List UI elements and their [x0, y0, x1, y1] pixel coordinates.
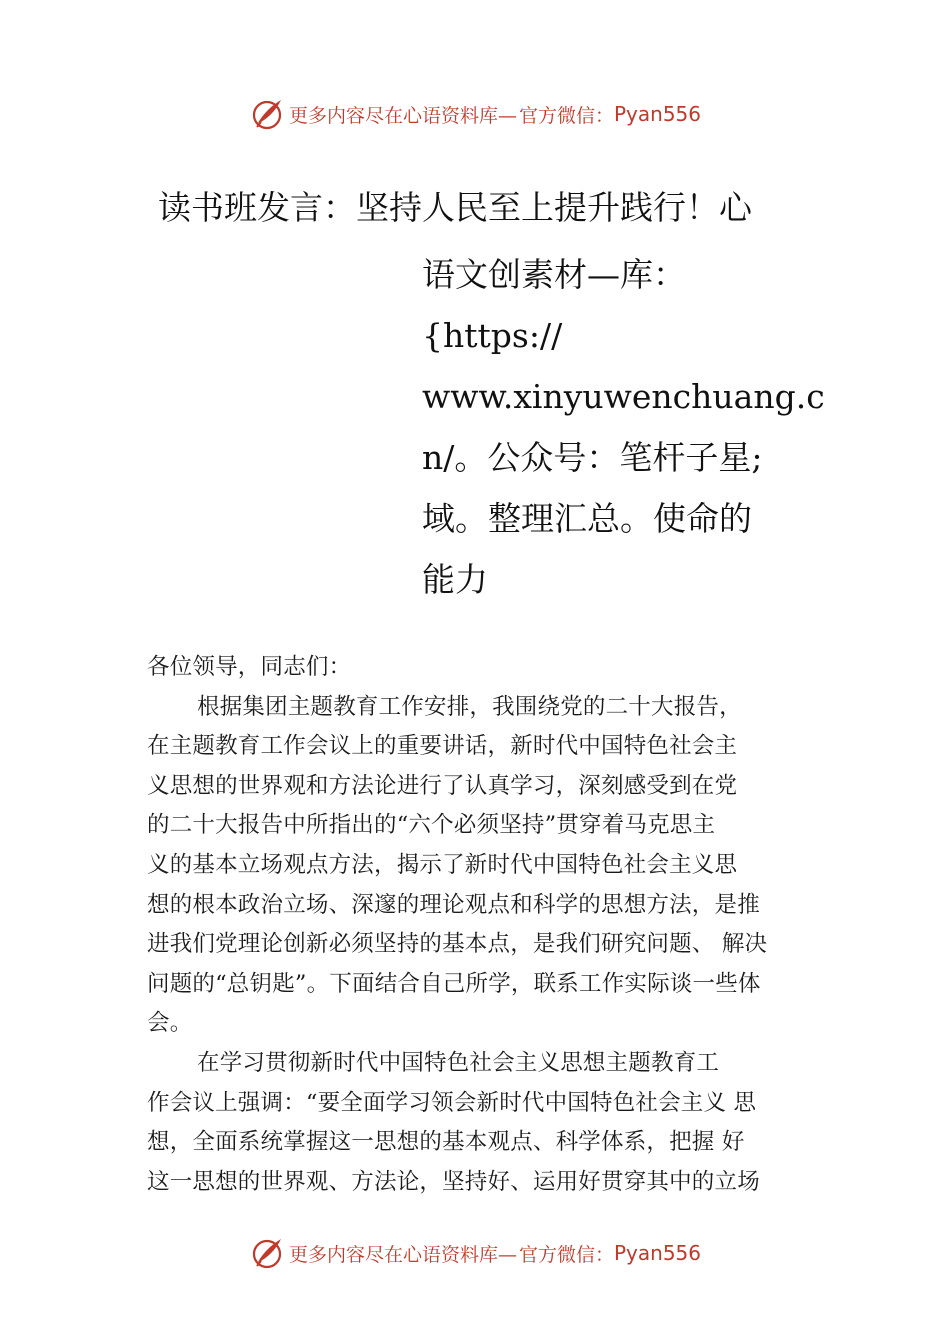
paragraph-line: 在主题教育工作会议上的重要讲话，新时代中国特色社会主 [147, 733, 738, 760]
title-line: www.xinyuwenchuang.c [422, 377, 825, 416]
paragraph-line: 想的根本政治立场、深邃的理论观点和科学的思想方法，是推 [147, 891, 760, 918]
banner-wechat-id: Pyan556 [614, 102, 702, 126]
banner-wechat-id: Pyan556 [614, 1241, 702, 1265]
salutation: 各位领导，同志们： [147, 654, 352, 680]
paragraph-line: 进我们党理论创新必须坚持的基本点，是我们研究问题、 解决 [147, 931, 768, 958]
paragraph-line: 的二十大报告中所指出的“六个必须坚持”贯穿着马克思主 [147, 812, 716, 839]
title-line: 能力 [422, 560, 488, 599]
header-banner [0, 94, 950, 134]
quill-logo-icon [249, 96, 285, 132]
paragraph-line: 会。 [147, 1010, 193, 1037]
paragraph-line: 问题的“总钥匙”。下面结合自己所学，联系工作实际谈一些体 [147, 970, 761, 997]
document-title: 读书班发言：坚持人民至上提升践行！心 [158, 188, 752, 227]
document-title-continued [422, 244, 825, 610]
banner-text: 更多内容尽在心语资料库— [288, 1243, 517, 1266]
paragraph-line: 想，全面系统掌握这一思想的基本观点、科学体系，把握 好 [147, 1129, 745, 1156]
banner-text: 更多内容尽在心语资料库— [288, 104, 517, 127]
title-line: 语文创素材—库： [422, 255, 686, 294]
paragraph-line: 作会议上强调：“要全面学习领会新时代中国特色社会主义 思 [147, 1089, 757, 1116]
paragraph-line: 义的基本立场观点方法，揭示了新时代中国特色社会主义思 [147, 851, 738, 878]
title-line: 域。整理汇总。使命的 [422, 499, 752, 538]
paragraph-line: 在学习贯彻新时代中国特色社会主义思想主题教育工 [197, 1049, 720, 1076]
banner-wechat-label: 官方微信： [518, 104, 614, 127]
banner-wechat-label: 官方微信： [518, 1243, 614, 1266]
footer-banner [0, 1233, 950, 1273]
paragraph-line: 义思想的世界观和方法论进行了认真学习，深刻感受到在党 [147, 772, 738, 799]
paragraph-line: 这一思想的世界观、方法论，坚持好、运用好贯穿其中的立场 [147, 1168, 760, 1195]
body-text [147, 648, 827, 1202]
title-line: {https:// [422, 316, 563, 355]
title-line: n/。公众号：笔杆子星; [422, 438, 763, 477]
quill-logo-icon [249, 1235, 285, 1271]
paragraph-line: 根据集团主题教育工作安排，我围绕党的二十大报告， [197, 693, 742, 720]
